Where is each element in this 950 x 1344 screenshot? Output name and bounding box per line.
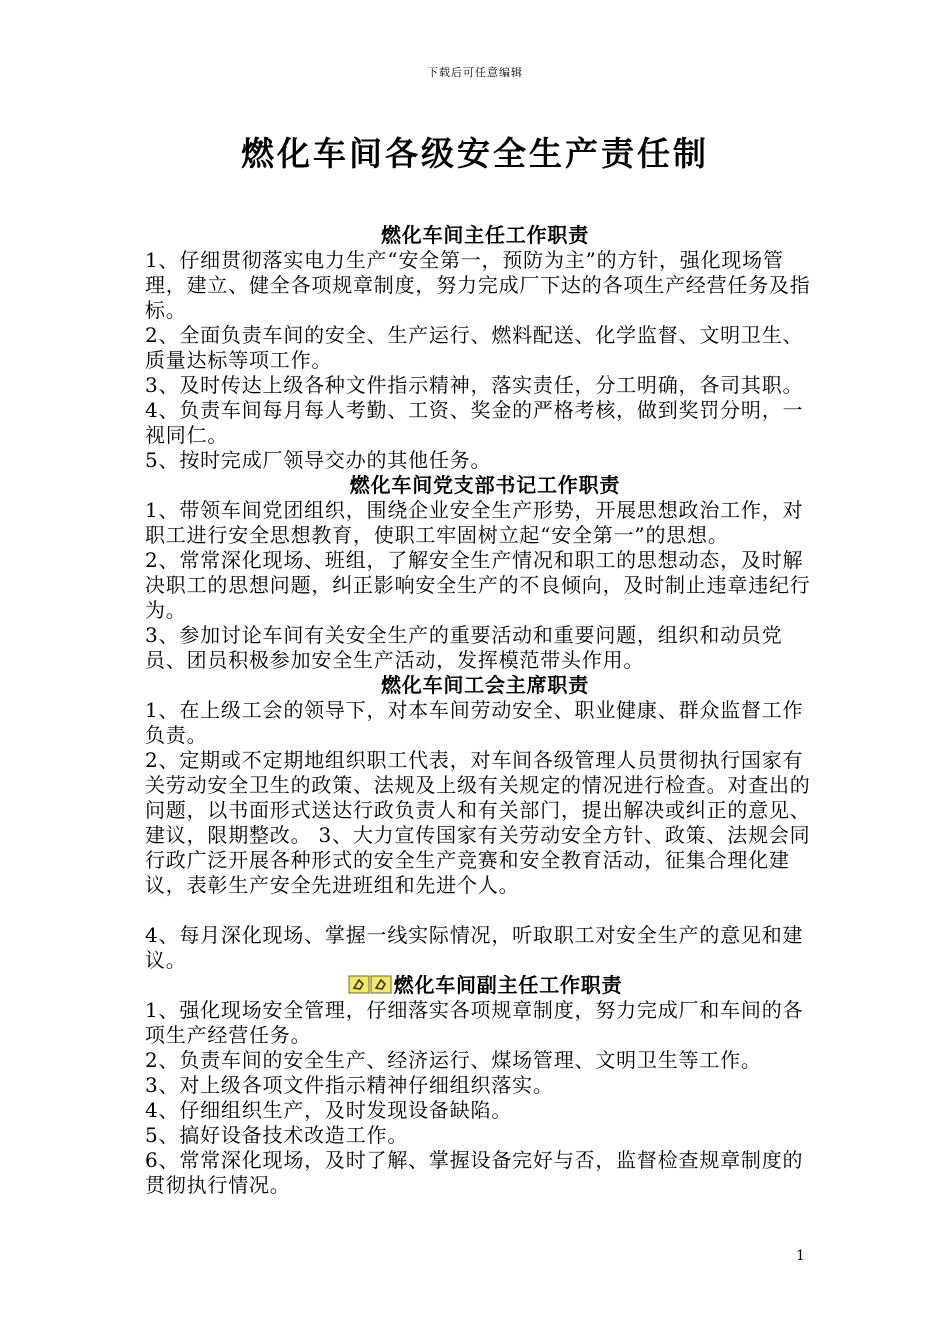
page-header-note: 下载后可任意编辑: [427, 66, 523, 79]
director-duty-5: 5、按时完成厂领导交办的其他任务。: [145, 448, 492, 472]
director-duty-2: 2、全面负责车间的安全、生产运行、燃料配送、化学监督、文明卫生、质量达标等项工作。: [145, 323, 804, 372]
secretary-duty-1: 1、带领车间党团组织，围绕企业安全生产形势，开展思想政治工作，对职工进行安全思想教育，使职工牢固树立起“安全第一”的思想。: [145, 498, 804, 547]
section-heading-director: 燃化车间主任工作职责: [381, 223, 589, 247]
deputy-duty-3: 3、对上级各项文件指示精神仔细组织落实。: [145, 1073, 554, 1097]
bookmark-marker-icon: [348, 975, 392, 994]
union-duty-1: 1、在上级工会的领导下，对本车间劳动安全、职业健康、群众监督工作负责。: [145, 698, 804, 747]
document-title: 燃化车间各级安全生产责任制: [241, 134, 709, 173]
deputy-duty-1: 1、强化现场安全管理，仔细落实各项规章制度，努力完成厂和车间的各项生产经营任务。: [145, 998, 804, 1047]
secretary-duty-3: 3、参加讨论车间有关安全生产的重要活动和重要问题，组织和动员党员、团员积极参加安全生产活动，发挥模范带头作用。: [145, 623, 783, 672]
document-body: [145, 223, 815, 1198]
secretary-duty-2: 2、常常深化现场、班组，了解安全生产情况和职工的思想动态，及时解决职工的思想问题，纠正影响安全生产的不良倾向，及时制止违章违纪行为。: [145, 548, 811, 622]
section-heading-union-chair: 燃化车间工会主席职责: [381, 673, 589, 697]
director-duty-4: 4、负责车间每月每人考勤、工资、奖金的严格考核，做到奖罚分明，一视同仁。: [145, 398, 804, 447]
section-heading-deputy-director-text: 燃化车间副主任工作职责: [393, 973, 623, 997]
deputy-duty-2: 2、负责车间的安全生产、经济运行、煤场管理、文明卫生等工作。: [145, 1048, 762, 1072]
page-number: 1: [796, 1248, 805, 1264]
director-duty-3: 3、及时传达上级各种文件指示精神，落实责任，分工明确，各司其职。: [145, 373, 804, 397]
deputy-duty-4: 4、仔细组织生产，及时发现设备缺陷。: [145, 1098, 513, 1122]
section-heading-party-secretary: 燃化车间党支部书记工作职责: [349, 473, 621, 497]
union-duty-2-3: 2、定期或不定期地组织职工代表，对车间各级管理人员贯彻执行国家有关劳动安全卫生的政策、法规及上级有关规定的情况进行检查。对查出的问题，以书面形式送达行政负责人和有关部门，提出解决或纠正的意见、建议，限期整改。 3、大力宣传国家有关劳动安全方针、政策、法规会同行政广泛开展各种形式的安全生产竞赛和安全教育活动，征集合理化建议，表彰生产安全先进班组和先进个人。: [145, 748, 811, 897]
director-duty-1: 1、仔细贯彻落实电力生产“安全第一，预防为主”的方针，强化现场管理，建立、健全各项规章制度，努力完成厂下达的各项生产经营任务及指标。: [145, 248, 811, 322]
section-heading-deputy-director: [145, 973, 815, 998]
deputy-duty-5: 5、搞好设备技术改造工作。: [145, 1123, 409, 1147]
union-duty-4: 4、每月深化现场、掌握一线实际情况，听取职工对安全生产的意见和建议。: [145, 923, 804, 972]
deputy-duty-6: 6、常常深化现场，及时了解、掌握设备完好与否，监督检查规章制度的贯彻执行情况。: [145, 1148, 804, 1197]
